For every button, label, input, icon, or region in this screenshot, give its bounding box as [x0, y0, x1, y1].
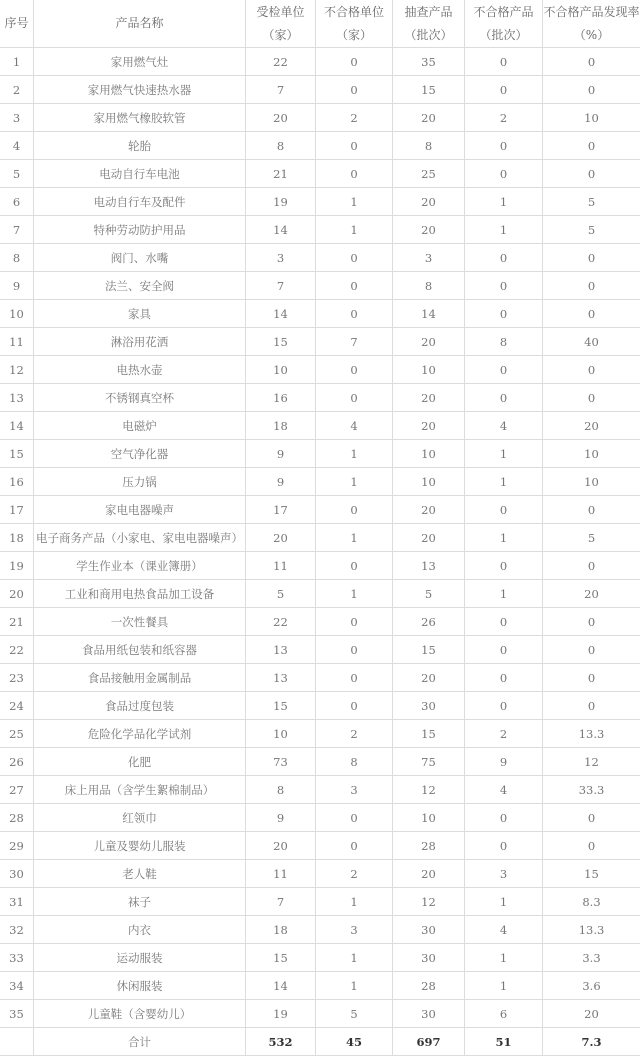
- inspected-units: 5: [246, 580, 316, 608]
- failed-units: 0: [316, 272, 393, 300]
- failed-units: 0: [316, 636, 393, 664]
- failure-rate: 10: [543, 104, 640, 132]
- failed-units: 0: [316, 48, 393, 76]
- product-name: 休闲服装: [34, 972, 246, 1000]
- failed-batches: 0: [465, 552, 543, 580]
- failed-batches: 1: [465, 888, 543, 916]
- failure-rate: 40: [543, 328, 640, 356]
- row-index: 11: [0, 328, 34, 356]
- row-index: 14: [0, 412, 34, 440]
- header-row: [0, 0, 640, 48]
- failed-batches: 4: [465, 916, 543, 944]
- sampled-batches: 5: [393, 580, 465, 608]
- failure-rate: 0: [543, 608, 640, 636]
- header-index: 序号: [0, 0, 34, 48]
- total-row-index: [0, 1028, 34, 1056]
- failed-units: 2: [316, 860, 393, 888]
- row-index: 17: [0, 496, 34, 524]
- sampled-batches: 30: [393, 916, 465, 944]
- sampled-batches: 25: [393, 160, 465, 188]
- inspected-units: 8: [246, 132, 316, 160]
- failure-rate: 3.3: [543, 944, 640, 972]
- sampled-batches: 20: [393, 216, 465, 244]
- table-row: [0, 328, 640, 356]
- product-name: 压力锅: [34, 468, 246, 496]
- failure-rate: 0: [543, 664, 640, 692]
- table-row: [0, 972, 640, 1000]
- failed-units: 1: [316, 216, 393, 244]
- header-sampled-batches: 抽查产品（批次）: [393, 0, 465, 48]
- product-name: 电动自行车及配件: [34, 188, 246, 216]
- product-name: 特种劳动防护用品: [34, 216, 246, 244]
- product-name: 食品接触用金属制品: [34, 664, 246, 692]
- product-name: 一次性餐具: [34, 608, 246, 636]
- failure-rate: 5: [543, 188, 640, 216]
- inspected-units: 14: [246, 300, 316, 328]
- table-row: [0, 692, 640, 720]
- product-name: 危险化学品化学试剂: [34, 720, 246, 748]
- row-index: 21: [0, 608, 34, 636]
- sampled-batches: 20: [393, 104, 465, 132]
- row-index: 2: [0, 76, 34, 104]
- row-index: 8: [0, 244, 34, 272]
- product-name: 儿童鞋（含婴幼儿）: [34, 1000, 246, 1028]
- failed-units: 1: [316, 524, 393, 552]
- total-failed-batches: 51: [465, 1028, 543, 1056]
- failed-batches: 0: [465, 804, 543, 832]
- failed-batches: 1: [465, 216, 543, 244]
- table-row: [0, 944, 640, 972]
- sampled-batches: 20: [393, 328, 465, 356]
- table-row: [0, 664, 640, 692]
- sampled-batches: 28: [393, 832, 465, 860]
- table-row: [0, 636, 640, 664]
- failure-rate: 0: [543, 48, 640, 76]
- sampled-batches: 13: [393, 552, 465, 580]
- failed-units: 0: [316, 244, 393, 272]
- failed-batches: 0: [465, 832, 543, 860]
- sampled-batches: 10: [393, 440, 465, 468]
- failed-units: 0: [316, 832, 393, 860]
- failure-rate: 10: [543, 440, 640, 468]
- inspected-units: 15: [246, 944, 316, 972]
- header-failed-batches: 不合格产品（批次）: [465, 0, 543, 48]
- failed-units: 1: [316, 440, 393, 468]
- product-name: 电热水壶: [34, 356, 246, 384]
- table-row: [0, 720, 640, 748]
- inspected-units: 16: [246, 384, 316, 412]
- failed-units: 2: [316, 104, 393, 132]
- sampled-batches: 10: [393, 356, 465, 384]
- failure-rate: 0: [543, 76, 640, 104]
- failed-batches: 4: [465, 776, 543, 804]
- failed-batches: 9: [465, 748, 543, 776]
- failed-units: 0: [316, 608, 393, 636]
- inspected-units: 7: [246, 76, 316, 104]
- table-row: [0, 580, 640, 608]
- table-row: [0, 860, 640, 888]
- row-index: 27: [0, 776, 34, 804]
- inspected-units: 15: [246, 328, 316, 356]
- total-failed-units: 45: [316, 1028, 393, 1056]
- inspected-units: 8: [246, 776, 316, 804]
- total-failure-rate: 7.3: [543, 1028, 640, 1056]
- inspected-units: 14: [246, 972, 316, 1000]
- row-index: 20: [0, 580, 34, 608]
- failed-batches: 1: [465, 468, 543, 496]
- table-row: [0, 272, 640, 300]
- failed-units: 4: [316, 412, 393, 440]
- failed-units: 1: [316, 468, 393, 496]
- table-row: [0, 300, 640, 328]
- row-index: 28: [0, 804, 34, 832]
- inspected-units: 20: [246, 524, 316, 552]
- failure-rate: 0: [543, 496, 640, 524]
- product-name: 老人鞋: [34, 860, 246, 888]
- table-row: [0, 104, 640, 132]
- failure-rate: 20: [543, 412, 640, 440]
- sampled-batches: 12: [393, 776, 465, 804]
- header-failed-units: 不合格单位（家）: [316, 0, 393, 48]
- failed-units: 7: [316, 328, 393, 356]
- row-index: 1: [0, 48, 34, 76]
- failed-batches: 3: [465, 860, 543, 888]
- sampled-batches: 8: [393, 272, 465, 300]
- inspected-units: 10: [246, 356, 316, 384]
- failure-rate: 5: [543, 216, 640, 244]
- row-index: 12: [0, 356, 34, 384]
- failed-units: 0: [316, 356, 393, 384]
- sampled-batches: 30: [393, 1000, 465, 1028]
- failed-units: 5: [316, 1000, 393, 1028]
- sampled-batches: 15: [393, 720, 465, 748]
- failed-batches: 1: [465, 440, 543, 468]
- inspected-units: 21: [246, 160, 316, 188]
- product-name: 家电电器噪声: [34, 496, 246, 524]
- failed-batches: 8: [465, 328, 543, 356]
- inspected-units: 22: [246, 608, 316, 636]
- sampled-batches: 28: [393, 972, 465, 1000]
- sampled-batches: 35: [393, 48, 465, 76]
- product-name: 空气净化器: [34, 440, 246, 468]
- failure-rate: 0: [543, 552, 640, 580]
- product-name: 工业和商用电热食品加工设备: [34, 580, 246, 608]
- inspected-units: 18: [246, 916, 316, 944]
- table-row: [0, 244, 640, 272]
- row-index: 24: [0, 692, 34, 720]
- product-name: 电动自行车电池: [34, 160, 246, 188]
- inspected-units: 22: [246, 48, 316, 76]
- failed-units: 0: [316, 384, 393, 412]
- failed-units: 2: [316, 720, 393, 748]
- row-index: 6: [0, 188, 34, 216]
- failure-rate: 15: [543, 860, 640, 888]
- failure-rate: 33.3: [543, 776, 640, 804]
- failed-batches: 0: [465, 272, 543, 300]
- inspected-units: 7: [246, 272, 316, 300]
- product-name: 床上用品（含学生絮棉制品）: [34, 776, 246, 804]
- sampled-batches: 30: [393, 944, 465, 972]
- product-name: 红领巾: [34, 804, 246, 832]
- inspected-units: 7: [246, 888, 316, 916]
- inspected-units: 19: [246, 188, 316, 216]
- sampled-batches: 26: [393, 608, 465, 636]
- inspected-units: 11: [246, 860, 316, 888]
- inspected-units: 19: [246, 1000, 316, 1028]
- failure-rate: 20: [543, 1000, 640, 1028]
- sampled-batches: 8: [393, 132, 465, 160]
- inspected-units: 17: [246, 496, 316, 524]
- failure-rate: 5: [543, 524, 640, 552]
- sampled-batches: 20: [393, 664, 465, 692]
- failed-units: 0: [316, 664, 393, 692]
- product-name: 家用燃气橡胶软管: [34, 104, 246, 132]
- sampled-batches: 20: [393, 412, 465, 440]
- failure-rate: 10: [543, 468, 640, 496]
- failed-batches: 1: [465, 188, 543, 216]
- row-index: 32: [0, 916, 34, 944]
- row-index: 26: [0, 748, 34, 776]
- failed-batches: 0: [465, 160, 543, 188]
- product-name: 电磁炉: [34, 412, 246, 440]
- sampled-batches: 20: [393, 188, 465, 216]
- row-index: 25: [0, 720, 34, 748]
- table-row: [0, 160, 640, 188]
- failed-units: 0: [316, 300, 393, 328]
- failure-rate: 12: [543, 748, 640, 776]
- row-index: 16: [0, 468, 34, 496]
- row-index: 7: [0, 216, 34, 244]
- row-index: 23: [0, 664, 34, 692]
- sampled-batches: 3: [393, 244, 465, 272]
- failed-batches: 0: [465, 608, 543, 636]
- failure-rate: 3.6: [543, 972, 640, 1000]
- failed-batches: 1: [465, 580, 543, 608]
- product-name: 阀门、水嘴: [34, 244, 246, 272]
- failed-units: 0: [316, 552, 393, 580]
- failed-units: 0: [316, 76, 393, 104]
- sampled-batches: 30: [393, 692, 465, 720]
- failed-batches: 0: [465, 48, 543, 76]
- inspected-units: 13: [246, 636, 316, 664]
- failed-batches: 0: [465, 244, 543, 272]
- product-name: 淋浴用花洒: [34, 328, 246, 356]
- table-row: [0, 888, 640, 916]
- failed-units: 0: [316, 132, 393, 160]
- failed-batches: 0: [465, 384, 543, 412]
- product-name: 化肥: [34, 748, 246, 776]
- table-row: [0, 76, 640, 104]
- row-index: 3: [0, 104, 34, 132]
- row-index: 31: [0, 888, 34, 916]
- sampled-batches: 15: [393, 636, 465, 664]
- inspected-units: 15: [246, 692, 316, 720]
- row-index: 19: [0, 552, 34, 580]
- failed-batches: 1: [465, 972, 543, 1000]
- failed-batches: 0: [465, 76, 543, 104]
- failure-rate: 0: [543, 384, 640, 412]
- sampled-batches: 20: [393, 496, 465, 524]
- sampled-batches: 10: [393, 468, 465, 496]
- product-name: 运动服装: [34, 944, 246, 972]
- failed-units: 1: [316, 972, 393, 1000]
- failed-units: 0: [316, 496, 393, 524]
- sampled-batches: 20: [393, 860, 465, 888]
- failed-units: 1: [316, 188, 393, 216]
- table-row: [0, 440, 640, 468]
- row-index: 10: [0, 300, 34, 328]
- failed-batches: 1: [465, 944, 543, 972]
- failed-batches: 2: [465, 720, 543, 748]
- table-row: [0, 1000, 640, 1028]
- sampled-batches: 10: [393, 804, 465, 832]
- failure-rate: 20: [543, 580, 640, 608]
- product-name: 儿童及婴幼儿服装: [34, 832, 246, 860]
- row-index: 15: [0, 440, 34, 468]
- header-failure-rate: 不合格产品发现率（%）: [543, 0, 640, 48]
- failure-rate: 13.3: [543, 720, 640, 748]
- row-index: 9: [0, 272, 34, 300]
- failed-batches: 0: [465, 132, 543, 160]
- sampled-batches: 15: [393, 76, 465, 104]
- row-index: 30: [0, 860, 34, 888]
- inspected-units: 20: [246, 832, 316, 860]
- failed-units: 1: [316, 580, 393, 608]
- row-index: 22: [0, 636, 34, 664]
- table-row: [0, 496, 640, 524]
- inspected-units: 18: [246, 412, 316, 440]
- failure-rate: 0: [543, 636, 640, 664]
- failed-batches: 0: [465, 300, 543, 328]
- table-row: [0, 132, 640, 160]
- inspected-units: 10: [246, 720, 316, 748]
- failed-batches: 0: [465, 496, 543, 524]
- inspected-units: 13: [246, 664, 316, 692]
- product-name: 家用燃气灶: [34, 48, 246, 76]
- row-index: 33: [0, 944, 34, 972]
- failed-units: 0: [316, 804, 393, 832]
- failed-units: 3: [316, 776, 393, 804]
- row-index: 18: [0, 524, 34, 552]
- failed-units: 8: [316, 748, 393, 776]
- inspected-units: 9: [246, 804, 316, 832]
- table-row: [0, 804, 640, 832]
- inspected-units: 14: [246, 216, 316, 244]
- product-name: 学生作业本（课业簿册）: [34, 552, 246, 580]
- total-sampled-batches: 697: [393, 1028, 465, 1056]
- sampled-batches: 20: [393, 384, 465, 412]
- failed-batches: 0: [465, 636, 543, 664]
- table-row: [0, 748, 640, 776]
- table-row: [0, 48, 640, 76]
- total-product-name: 合计: [34, 1028, 246, 1056]
- failure-rate: 0: [543, 832, 640, 860]
- inspected-units: 9: [246, 440, 316, 468]
- total-row: [0, 1028, 640, 1056]
- sampled-batches: 14: [393, 300, 465, 328]
- failed-batches: 0: [465, 356, 543, 384]
- table-row: [0, 916, 640, 944]
- product-name: 轮胎: [34, 132, 246, 160]
- row-index: 13: [0, 384, 34, 412]
- table-row: [0, 776, 640, 804]
- failure-rate: 0: [543, 692, 640, 720]
- total-inspected-units: 532: [246, 1028, 316, 1056]
- product-name: 家具: [34, 300, 246, 328]
- failed-units: 1: [316, 888, 393, 916]
- failure-rate: 13.3: [543, 916, 640, 944]
- failed-batches: 1: [465, 524, 543, 552]
- table-row: [0, 384, 640, 412]
- row-index: 5: [0, 160, 34, 188]
- inspected-units: 73: [246, 748, 316, 776]
- inspected-units: 20: [246, 104, 316, 132]
- product-name: 袜子: [34, 888, 246, 916]
- table-row: [0, 468, 640, 496]
- failure-rate: 8.3: [543, 888, 640, 916]
- inspected-units: 3: [246, 244, 316, 272]
- failure-rate: 0: [543, 272, 640, 300]
- failed-units: 0: [316, 692, 393, 720]
- failed-units: 1: [316, 944, 393, 972]
- header-product-name: 产品名称: [34, 0, 246, 48]
- failure-rate: 0: [543, 132, 640, 160]
- failure-rate: 0: [543, 356, 640, 384]
- inspected-units: 9: [246, 468, 316, 496]
- row-index: 34: [0, 972, 34, 1000]
- failed-batches: 0: [465, 692, 543, 720]
- row-index: 29: [0, 832, 34, 860]
- failed-batches: 6: [465, 1000, 543, 1028]
- product-name: 电子商务产品（小家电、家电电器噪声）: [34, 524, 246, 552]
- table-row: [0, 832, 640, 860]
- row-index: 35: [0, 1000, 34, 1028]
- sampled-batches: 75: [393, 748, 465, 776]
- sampled-batches: 20: [393, 524, 465, 552]
- table-row: [0, 356, 640, 384]
- product-name: 食品用纸包装和纸容器: [34, 636, 246, 664]
- product-name: 食品过度包装: [34, 692, 246, 720]
- table-row: [0, 216, 640, 244]
- failed-units: 0: [316, 160, 393, 188]
- row-index: 4: [0, 132, 34, 160]
- failed-batches: 2: [465, 104, 543, 132]
- table-row: [0, 524, 640, 552]
- failed-batches: 4: [465, 412, 543, 440]
- header-inspected-units: 受检单位（家）: [246, 0, 316, 48]
- table-row: [0, 188, 640, 216]
- failed-batches: 0: [465, 664, 543, 692]
- table-row: [0, 608, 640, 636]
- sampled-batches: 12: [393, 888, 465, 916]
- table-row: [0, 412, 640, 440]
- product-name: 不锈钢真空杯: [34, 384, 246, 412]
- failure-rate: 0: [543, 804, 640, 832]
- inspected-units: 11: [246, 552, 316, 580]
- product-name: 法兰、安全阀: [34, 272, 246, 300]
- product-name: 家用燃气快速热水器: [34, 76, 246, 104]
- failure-rate: 0: [543, 244, 640, 272]
- failed-units: 3: [316, 916, 393, 944]
- failure-rate: 0: [543, 160, 640, 188]
- failure-rate: 0: [543, 300, 640, 328]
- product-name: 内衣: [34, 916, 246, 944]
- table-row: [0, 552, 640, 580]
